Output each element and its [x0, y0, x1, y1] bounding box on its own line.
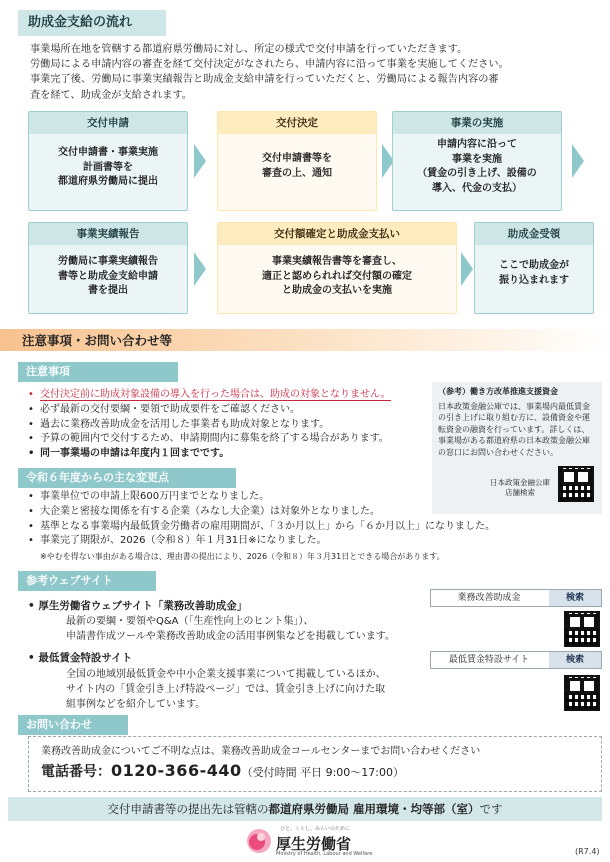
flow-step-report — [28, 222, 188, 314]
logo-wordmark: 厚生労働省 — [276, 835, 352, 853]
flow-step-title: 事業の実施 — [393, 112, 561, 134]
change-item: • 基準となる事業場内最低賃金労働者の雇用期間が、「３か月以上」から「６か月以上」になりました。 — [28, 520, 598, 535]
flow-step-payment — [217, 222, 457, 314]
search-query: 業務改善助成金 — [457, 593, 521, 603]
flow-step-body: 申請内容に沿って 事業を実施 （賃金の引き上げ、設備の 導入、代金の支払） — [417, 139, 537, 194]
caution-item: • 同一事業場の申請は年度内１回までです。 — [28, 447, 428, 462]
logo-tagline: ひと、くらし、みらいのために — [280, 826, 351, 832]
flow-step-body: 労働局に事業実績報告 書等と助成金支給申請 書を提出 — [58, 256, 158, 296]
web-item-desc: 最新の要綱・要領やQ&A（「生産性向上のヒント集」）、 申請書作成ツールや業務改善助成金の活用事例集などを掲載しています。 — [66, 616, 395, 642]
flow-arrow-icon — [461, 252, 473, 286]
intro-line: 査を経て、助成金が支給されます。 — [30, 89, 192, 101]
flow-step-body: 交付申請書等を 審査の上、通知 — [262, 153, 332, 179]
submission-notice: 交付申請書等の提出先は管轄の都道府県労働局 雇用環境・均等部（室）です — [8, 797, 602, 821]
flow-arrow-icon — [194, 252, 206, 286]
notes-section-title: 注意事項・お問い合わせ等 — [22, 333, 173, 348]
qr-code-icon[interactable] — [564, 611, 600, 647]
flow-step-title: 事業実績報告 — [29, 223, 187, 245]
flow-step-body: ここで助成金が 振り込まれます — [499, 260, 569, 286]
flow-step-title: 交付決定 — [218, 112, 376, 134]
qr-code-icon[interactable] — [564, 675, 600, 711]
caution-item: • 予算の範囲内で交付するため、申請期間内に募集を終了する場合があります。 — [28, 432, 428, 447]
changes-list — [28, 490, 598, 549]
flow-step-decision — [217, 111, 377, 211]
flow-step-application — [28, 111, 188, 211]
phone-label: 電話番号： — [41, 764, 111, 780]
mhlw-logo — [246, 826, 386, 858]
flow-arrow-icon — [194, 144, 206, 178]
change-item: • 大企業と密接な関係を有する企業（みなし大企業）は対象外となりました。 — [28, 505, 598, 520]
flow-step-title: 助成金受領 — [475, 223, 593, 245]
flow-intro — [30, 42, 590, 103]
web-item-mhlw: • 厚生労働省ウェブサイト「業務改善助成金」 — [28, 600, 248, 612]
mhlw-logo-icon — [246, 828, 272, 854]
flow-step-receipt — [474, 222, 594, 314]
web-item-minwage: • 最低賃金特設サイト — [28, 652, 133, 664]
logo-english: Ministry of Health, Labour and Welfare — [276, 851, 373, 857]
caution-heading: 注意事項 — [18, 362, 178, 382]
caution-list — [28, 388, 428, 462]
web-heading: 参考ウェブサイト — [18, 571, 156, 591]
phone-hours: （受付時間 平日 9:00～17:00） — [241, 766, 405, 779]
web-item-desc: 全国の地域別最低賃金や中小企業支援事業について掲載しているほか、 サイト内の「賃金引き上げ特設ページ」では、賃金引き上げに向けた取 組事例などを紹介しています。 — [66, 669, 386, 710]
search-query: 最低賃金特設サイト — [448, 655, 530, 665]
submission-office: 都道府県労働局 雇用環境・均等部（室） — [268, 802, 480, 816]
flow-section-title: 助成金支給の流れ — [18, 10, 166, 36]
intro-line: 事業完了後、労働局に事業実績報告と助成金支給申請を行っていただくと、労働局による報告内容の審 — [30, 74, 499, 86]
caution-item: • 交付決定前に助成対象設備の導入を行った場合は、助成の対象となりません。 — [28, 388, 428, 403]
contact-text: 業務改善助成金についてご不明な点は、業務改善助成金コールセンターまでお問い合わせください — [41, 746, 481, 757]
changes-footnote: ※やむを得ない事由がある場合は、理由書の提出により、2026（令和８）年３月31日とできる場合があります。 — [40, 552, 445, 561]
loan-info-text: 日本政策金融公庫では、事業場内最低賃金の引き上げに取り組む方に、設備資金や運転資金の融資を行っています。詳しくは、事業場がある都道府県の日本政策金融公庫の窓口にお問い合わせください。 — [438, 401, 590, 457]
intro-line: 事業場所在地を管轄する都道府県労働局に対し、所定の様式で交付申請を行っていただきます。 — [30, 44, 468, 55]
flow-step-body: 事業実績報告書等を審査し、 適正と認められれば交付額の確定 と助成金の支払いを実施 — [262, 256, 412, 296]
flow-step-implementation — [392, 111, 562, 211]
caution-item: • 必ず最新の交付要綱・要領で助成要件をご確認ください。 — [28, 403, 428, 418]
changes-heading: 令和６年度からの主な変更点 — [18, 468, 236, 488]
change-item: • 事業完了期限が、2026（令和８）年１月31日※になりました。 — [28, 534, 598, 549]
caution-item: • 過去に業務改善助成金を活用した事業者も助成対象となります。 — [28, 418, 428, 433]
search-button[interactable]: 検索 — [549, 652, 601, 668]
contact-heading: お問い合わせ — [18, 715, 128, 735]
contact-box — [28, 736, 602, 792]
search-box-minwage[interactable] — [430, 651, 602, 669]
flow-arrow-icon — [572, 144, 584, 178]
change-item: • 事業単位での申請上限600万円までとなりました。 — [28, 490, 598, 505]
flow-step-title: 交付申請 — [29, 112, 187, 134]
revision-label: (R7.4) — [575, 847, 600, 856]
loan-info-org: 日本政策金融公庫 店舗検索 — [490, 478, 550, 497]
phone-number[interactable]: 0120-366-440 — [111, 761, 242, 780]
search-button[interactable]: 検索 — [549, 590, 601, 606]
flow-step-body: 交付申請書・事業実施 計画書等を 都道府県労働局に提出 — [58, 147, 158, 187]
contact-phone-line — [41, 761, 589, 781]
search-box-subsidy[interactable] — [430, 589, 602, 607]
intro-line: 労働局による申請内容の審査を経て交付決定がなされたら、申請内容に沿って事業を実施してください。 — [30, 59, 509, 71]
loan-info-title: （参考）働き方改革推進支援資金 — [438, 387, 558, 396]
flow-step-title: 交付額確定と助成金支払い — [218, 223, 456, 245]
